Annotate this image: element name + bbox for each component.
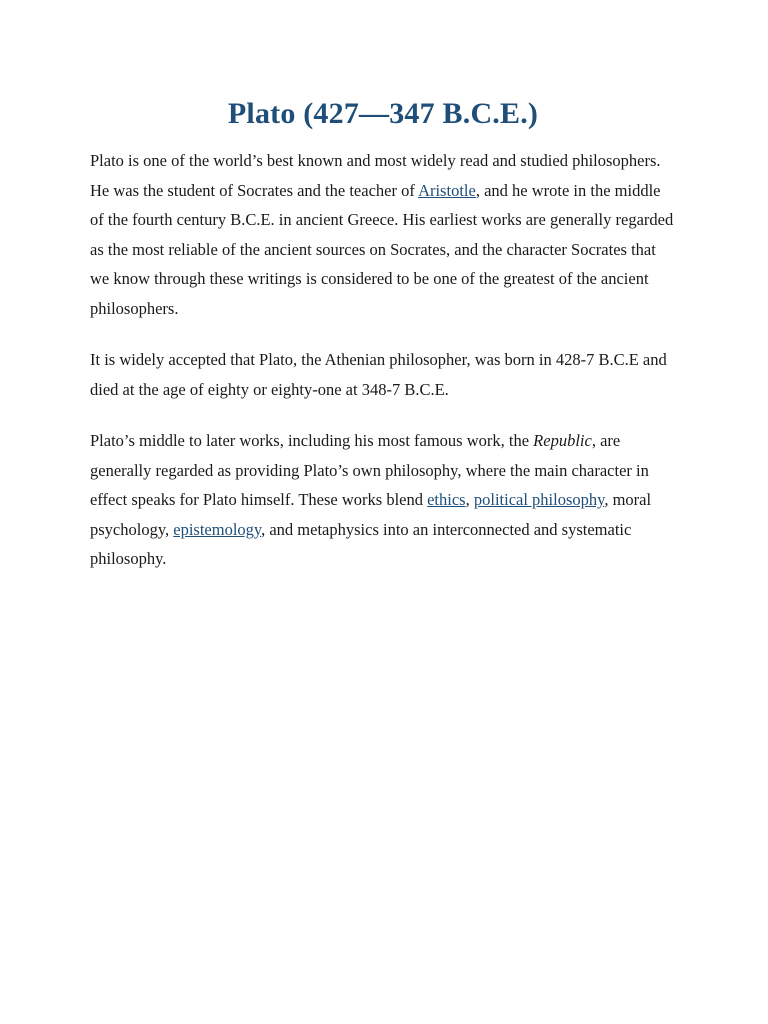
paragraph-works-text-5: , and metaphysics into an interconnected and systematic philosophy.: [90, 519, 632, 568]
paragraph-intro: [90, 146, 676, 323]
paragraph-dates: [90, 345, 676, 404]
paragraph-works-text-2: , are generally regarded as providing Plato’s own philosophy, where the main character in effect speaks for Plato himself. These works blend: [90, 431, 649, 509]
link-political-philosophy[interactable]: political philosophy: [473, 490, 605, 509]
paragraph-works-text-4: , moral psychology,: [90, 490, 652, 539]
link-aristotle[interactable]: Aristotle: [418, 180, 476, 200]
paragraph-works-text-3: ,: [465, 490, 474, 509]
paragraph-intro-text-2: , and he wrote in the middle of the fourth century B.C.E. in ancient Greece. His earliest works are generally regarded as the most reliable of the ancient sources on Socrates, and the character Socrates that we know through these writings is considered to be one of the greatest of the ancient philosophers.: [90, 180, 674, 318]
paragraph-intro-text-1: Plato is one of the world’s best known and most widely read and studied philosophers. He was the student of Socrates and the teacher of: [90, 151, 661, 200]
work-title-republic: Republic: [533, 431, 592, 450]
document-body: [90, 96, 676, 574]
link-epistemology[interactable]: epistemology: [173, 519, 262, 539]
paragraph-dates-text: It is widely accepted that Plato, the Athenian philosopher, was born in 428-7 B.C.E and died at the age of eighty or eighty-one at 348-7 B.C.E.: [90, 350, 667, 399]
paragraph-works-text-1: Plato’s middle to later works, including his most famous work, the: [90, 431, 534, 450]
paragraph-works: [90, 426, 676, 574]
link-ethics[interactable]: ethics: [427, 490, 466, 509]
page-title: Plato (427—347 B.C.E.): [227, 97, 539, 130]
